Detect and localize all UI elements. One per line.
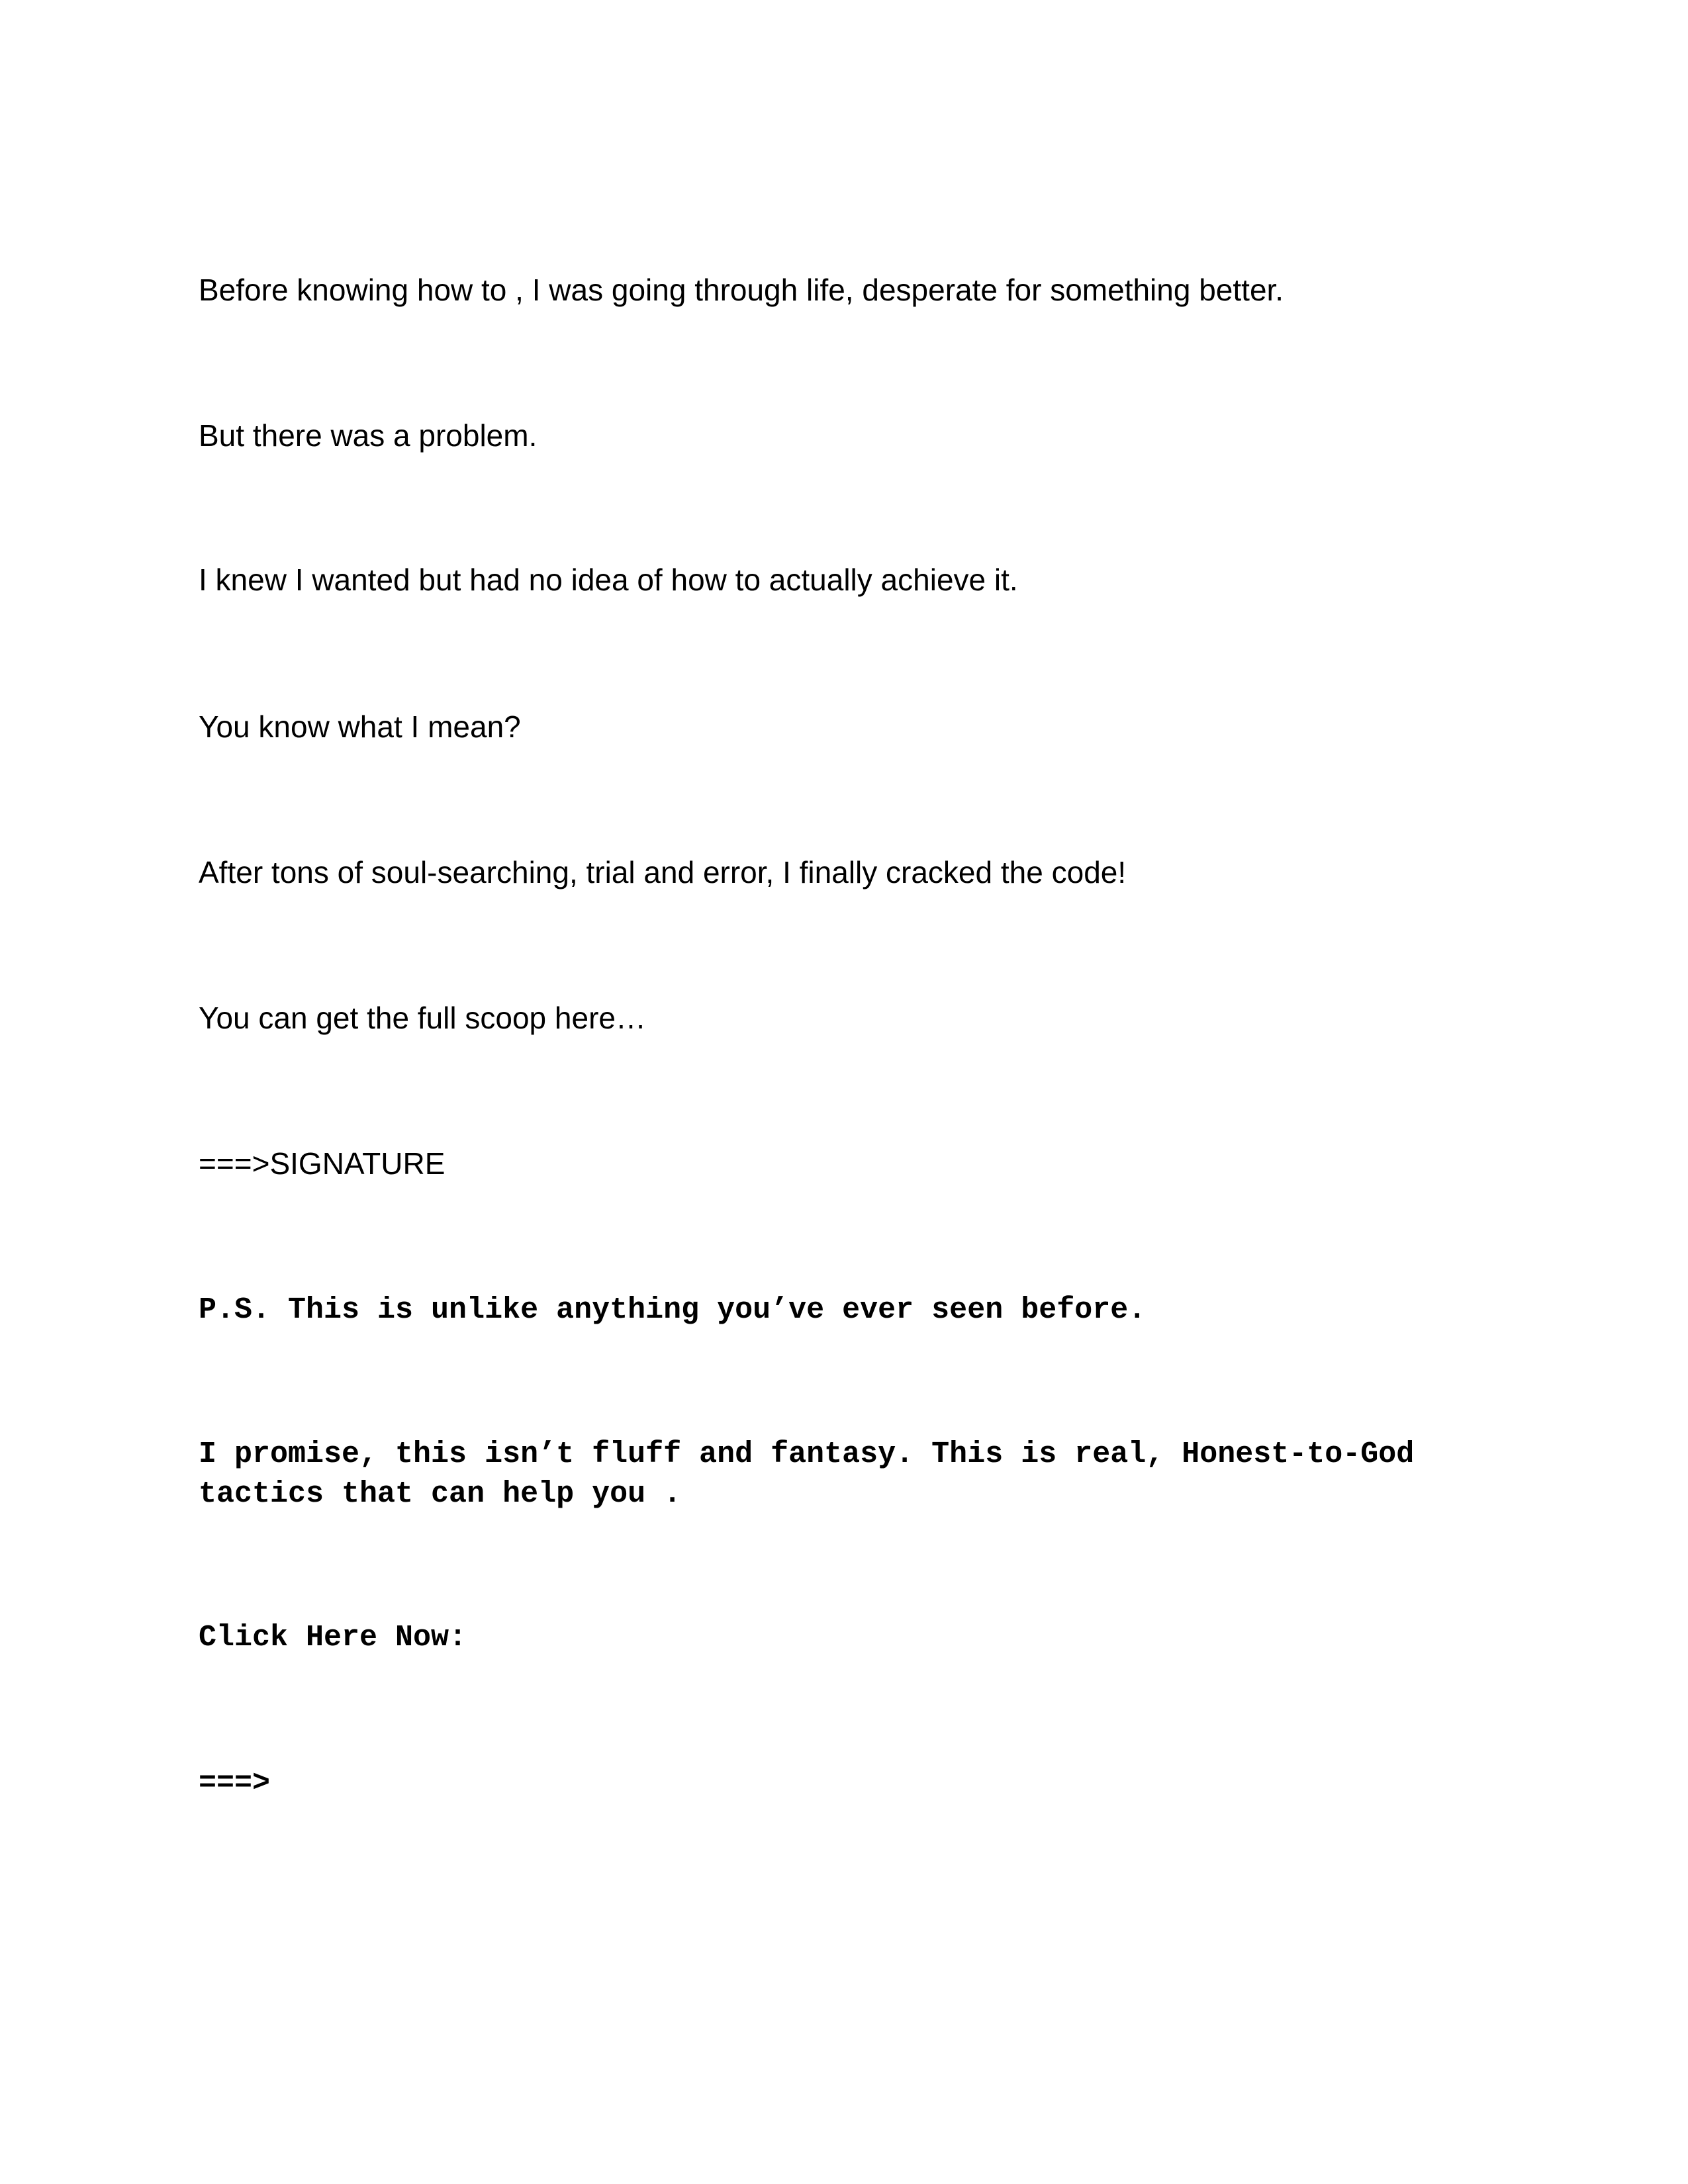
signature-line: ===>SIGNATURE	[199, 1146, 445, 1181]
promise-line-1: I promise, this isn’t fluff and fantasy. This is real, Honest-to-God	[199, 1437, 1415, 1471]
cta-label: Click Here Now:	[199, 1621, 467, 1655]
paragraph-problem: But there was a problem.	[199, 418, 538, 453]
paragraph-cracked-code: After tons of soul-searching, trial and error, I finally cracked the code!	[199, 855, 1127, 889]
cta-arrow: ===>	[199, 1766, 271, 1800]
paragraph-question: You know what I mean?	[199, 709, 521, 744]
paragraph-intro: Before knowing how to , I was going through life, desperate for something better.	[199, 273, 1284, 307]
promise-line-2: tactics that can help you .	[199, 1477, 682, 1511]
paragraph-wanted: I knew I wanted but had no idea of how to actually achieve it.	[199, 563, 1018, 597]
paragraph-full-scoop: You can get the full scoop here…	[199, 1001, 646, 1035]
ps-line: P.S. This is unlike anything you’ve ever seen before.	[199, 1293, 1147, 1327]
